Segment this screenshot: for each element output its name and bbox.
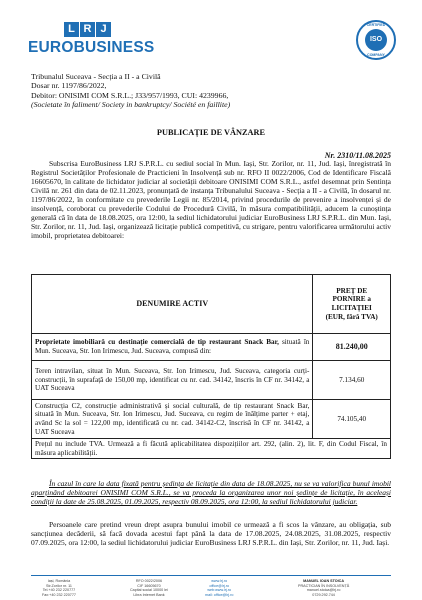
asset-title: Proprietate imobiliară cu destinație comercială de tip restaurant Snack Bar, [35, 338, 279, 347]
assets-table [31, 274, 391, 459]
footer-text: manuel.stoica@lrj.ro [306, 588, 341, 593]
footer-divider [31, 575, 391, 576]
asset-location: situată în Mun. Suceava, Str. Ion Irimescu, Jud. Suceava, compusă din: [35, 338, 310, 355]
asset-price: 7.134,60 [313, 361, 391, 400]
footer-text: Capital social 10000 lei [130, 588, 168, 593]
table-row [32, 361, 391, 400]
footer-text: PRACTICIAN ÎN INSOLVENȚĂ [298, 583, 350, 588]
asset-description [32, 334, 313, 361]
asset-price: 74.105,40 [313, 400, 391, 439]
iso-certified-badge [356, 20, 396, 60]
logo-wordmark: EUROBUSINESS [28, 39, 155, 56]
col-price-header [313, 275, 391, 334]
vat-note: Prețul nu include TVA. Urmează a fi făcută aplicabilitatea dispozițiilor art. 292, (alin. 2), lit. F, din Codul Fiscal, în măsura aplicabilității. [32, 439, 391, 459]
footer-text: Tel.+40 232 220777 [42, 588, 76, 593]
debtor-info: Debitor: ONISIMI COM S.R.L.; J33/957/1993, CUI: 4239966, [31, 90, 229, 100]
price-header-line: PREȚ DE [336, 286, 368, 295]
footer-text: Iași, România [47, 579, 71, 583]
footer-text: CIF 16605670 [137, 583, 161, 588]
logo-letter-j: J [96, 22, 111, 37]
iso-badge-top-text: CERTIFIED [366, 23, 386, 27]
price-header-line: (EUR, fără TVA) [325, 312, 378, 321]
footer-text: Str.Zorilor nr. 11 [45, 583, 72, 588]
table-row [32, 400, 391, 439]
footer-link[interactable]: office@lrj.ro [209, 583, 230, 588]
table-row [32, 334, 391, 361]
iso-badge-center-text: ISO [365, 29, 387, 51]
price-header-line: PORNIRE a [332, 295, 371, 304]
footer-address [42, 579, 76, 597]
claims-paragraph [31, 520, 391, 547]
price-header-line: LICITAȚIEI [331, 304, 372, 312]
bankruptcy-status: (Societate în faliment/ Society in bankruptcy/ Société en faillite) [31, 99, 231, 109]
auction-repeat-text: În cazul în care la data fixată pentru ședința de licitație din data de 18.08.2025, nu se va valorifica bunul imobil aparținând debitoarei ONISIMI COM S.R.L., se va proceda la organizarea unor noi ședințe de licitație, în aceleași condiții la date de 25.08.2025, 01.09.2025, respectiv 08.09.2025, ora 12:00, la sediul lichidatorului judiciar. [31, 479, 391, 506]
lrj-logo-mark [64, 22, 111, 37]
iso-badge-bottom-text: COMPANY [367, 53, 385, 57]
footer-link[interactable]: www.lrj.ro [211, 579, 228, 583]
footer-signatory [298, 579, 349, 597]
auction-repeat-paragraph [31, 479, 391, 506]
intro-paragraph [31, 159, 391, 240]
case-header [31, 72, 230, 109]
court-name: Tribunalul Suceava - Secția a II - a Civilă [31, 72, 161, 81]
footer-text: 0729.292.744 [312, 592, 335, 597]
publication-title: PUBLICAȚIE DE VÂNZARE [156, 128, 266, 137]
claims-text: Persoanele care pretind vreun drept asupra bunului imobil ce urmează a fi scos la vânzare, au obligația, sub sancțiunea decăderii, să facă dovada acestui fapt până la data de 17.08.2025, 24.08.2025, 31.08.2025, respectiv 07.09.2025, ora 12:00, la sediul lichidatorului judiciar EuroBusiness LRJ S.P.R.L. din Iași, Str. Zorilor, nr. 11, Jud. Iași. [31, 520, 391, 547]
case-number: Dosar nr. 1197/86/2022, [31, 81, 107, 91]
logo-letter-l: L [64, 22, 79, 37]
footer-link[interactable]: mail: office@lrj.ro [205, 592, 234, 597]
footer-link[interactable]: web:www.lrj.ro [207, 588, 232, 593]
footer-text: Fax:+40 232 220777 [42, 592, 76, 597]
col-asset-name-header: DENUMIRE ACTIV [32, 275, 313, 334]
footer-text: RFO 0022/2006 [135, 579, 163, 583]
eurobusiness-logo [28, 22, 155, 66]
table-note-row [32, 439, 391, 459]
footer-registration [130, 579, 168, 597]
asset-price: 81.240,00 [313, 334, 391, 361]
footer-contact [205, 579, 233, 597]
publication-number: Nr. 2310/11.08.2025 [324, 151, 391, 160]
footer-text: Libra Internet Bank [133, 592, 165, 597]
intro-text: Subscrisa EuroBusiness LRJ S.P.R.L. cu sediul social în Mun. Iași, Str. Zorilor, nr. 11, Jud. Iași, înregistrată în Registrul Societăților Profesionale de Practicieni în Insolvență sub nr. RFO II 0022/2006, Cod de Identificare Fiscală 16605670, în calitate de lichidator judiciar al societății debitoare ONISIMI COM S.R.L., astfel desemnat prin Sentința Civilă nr. 261 din data de 02.11.2023, pronunțată de instanța Tribunalului Suceava - Secția a II - a Civilă, în dosarul nr. 1197/86/2022, în conformitate cu prevederile Legii nr. 85/2014, privind procedurile de prevenire a insolvenței și de insolvență, coroborat cu prevederile Codului de Procedură Civilă, în măsura compatibilității, aducem la cunoștința generală că în data de 18.08.2025, ora 12:00, la sediul lichidatorului judiciar EuroBusiness LRJ S.P.R.L. din Mun. Iași, Str. Zorilor, nr. 11, Jud. Iași, organizează licitație publică competitivă, cu strigare, pentru valorificarea următorului activ imobil, proprietatea debitoarei: [31, 159, 391, 240]
footer-text: MANUEL IOAN STOICA [303, 579, 344, 583]
asset-description: Teren intravilan, situat în Mun. Suceava, Str. Ion Irimescu, Jud. Suceava, categoria curți-construcții, în suprafață de 150,00 mp, identificat cu nr. cad. 34142, înscris în CF nr. 34142, a UAT Suceava [32, 361, 313, 400]
asset-description: Construcția C2, construcție administrativă și social culturală, de tip restaurant Snack Bar, situată în Mun. Suceava, Str. Ion Irimescu, Jud. Suceava, cu regim de înălțime parter + etaj, având Sc la sol = 122,00 mp, identificată cu nr. cad. 34142-C2, înscrisă în CF nr. 34142, a UAT Suceava [32, 400, 313, 439]
logo-letter-r: R [80, 22, 95, 37]
table-header-row [32, 275, 391, 334]
